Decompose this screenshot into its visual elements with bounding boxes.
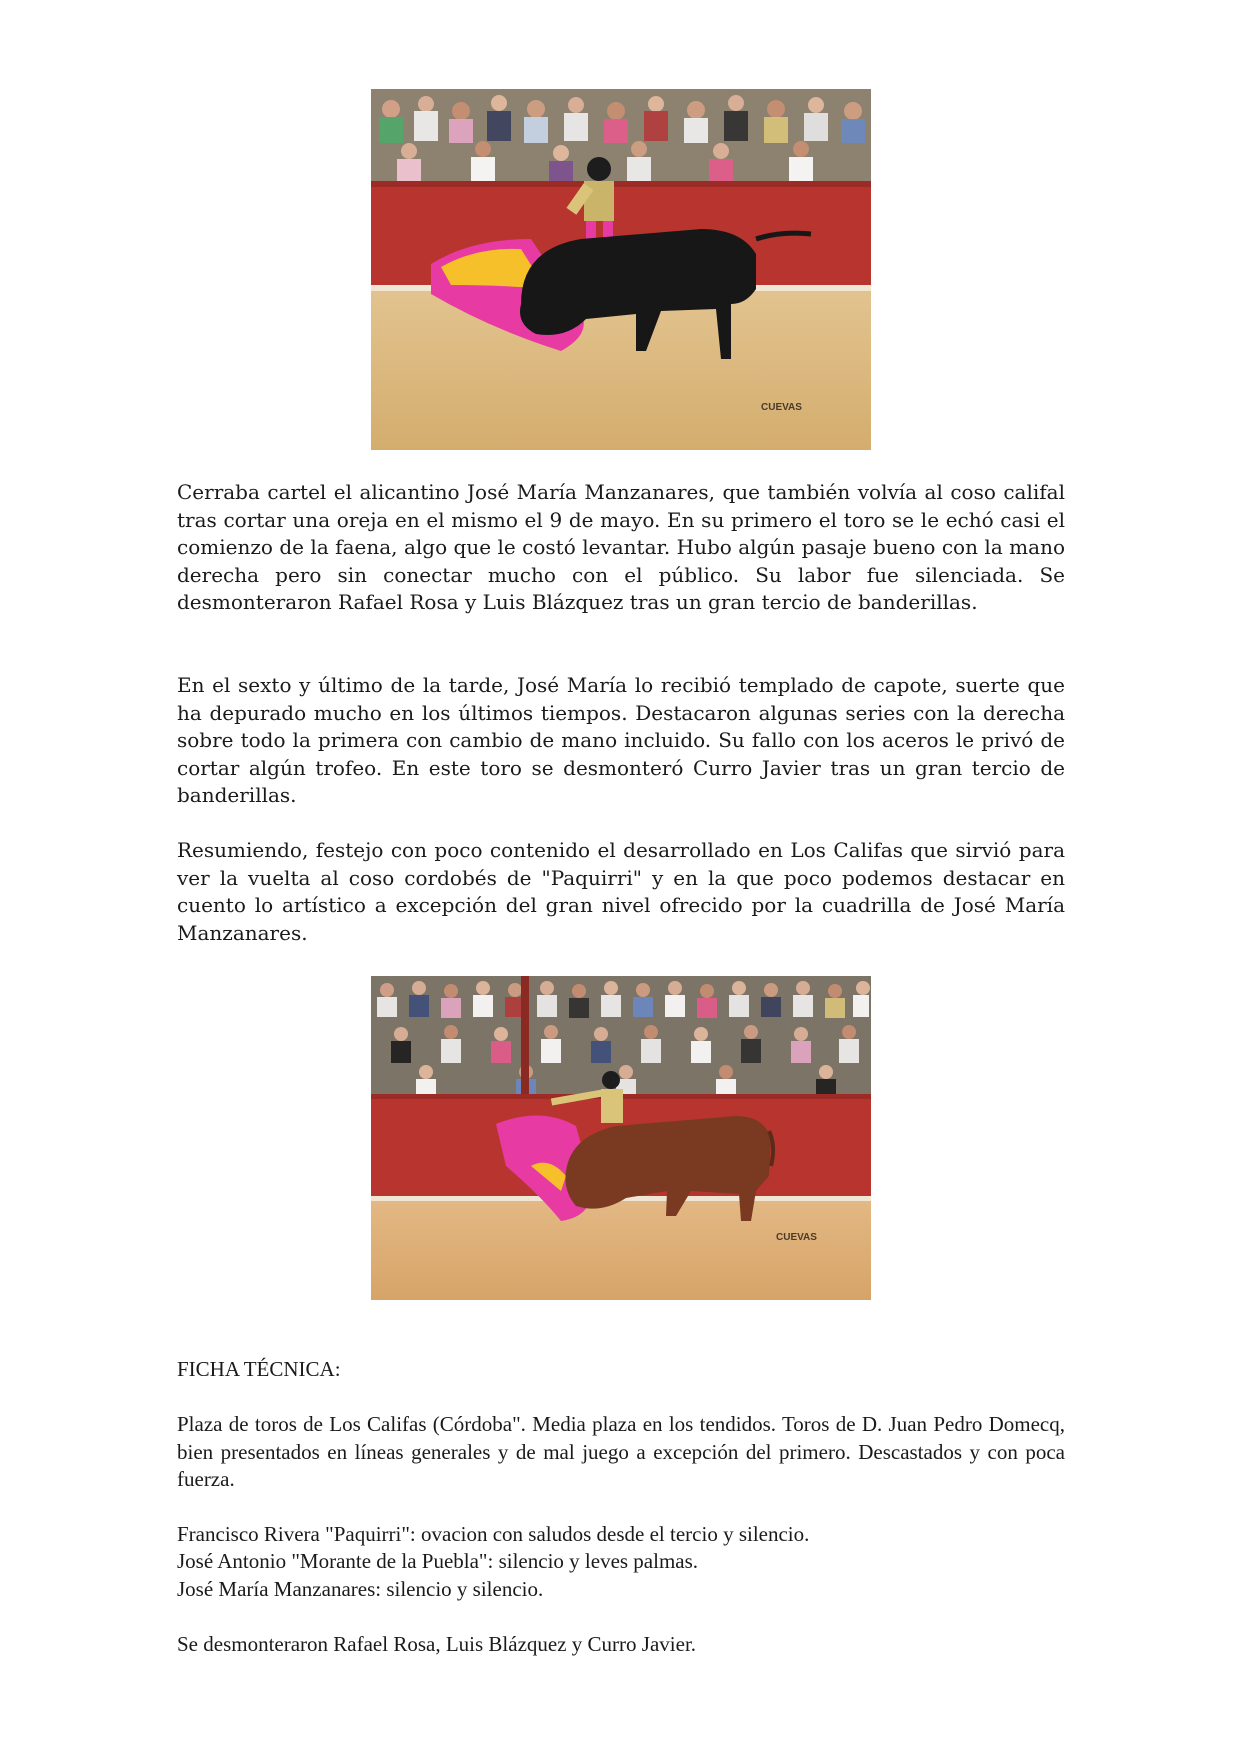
result-morante: José Antonio "Morante de la Puebla": silencio y leves palmas. [177,1549,699,1573]
paragraph-sixth-bull: En el sexto y último de la tarde, José María lo recibió templado de capote, suerte que ha depurado mucho en los últimos tiempos. Destacaron algunas series con la derecha sobre todo la primera con cambio de mano incluido. Su fallo con los aceros le privó de cortar algún trofeo. En este toro se desmonteró Curro Javier tras un gran tercio de banderillas. [177,673,1065,808]
result-manzanares: José María Manzanares: silencio y silencio. [177,1577,544,1601]
bullfight-photo-black-bull [371,89,871,450]
ficha-tecnica-description: Plaza de toros de Los Califas (Córdoba". Media plaza en los tendidos. Toros de D. Juan Pedro Domecq, bien presentados en líneas generales y de mal juego a excepción del primero. Descastados y con poca fuerza. [177,1412,1065,1492]
photo-credit: CUEVAS [776,1232,817,1243]
result-paquirri: Francisco Rivera "Paquirri": ovacion con saludos desde el tercio y silencio. [177,1522,810,1546]
paragraph-manzanares-first-bull: Cerraba cartel el alicantino José María Manzanares, que también volvía al coso califal tras cortar una oreja en el mismo el 9 de mayo. En su primero el toro se le echó casi el comienzo de la faena, algo que le costó levantar. Hubo algún pasaje bueno con la mano derecha pero sin conectar mucho con el público. Su labor fue silenciada. Se desmonteraron Rafael Rosa y Luis Blázquez tras un gran tercio de banderillas. [177,480,1065,615]
paragraph-summary: Resumiendo, festejo con poco contenido el desarrollado en Los Califas que sirvió para ver la vuelta al coso cordobés de "Paquirri" y en la que poco podemos destacar en cuento lo artístico a excepción del gran nivel ofrecido por la cuadrilla de José María Manzanares. [177,838,1065,945]
photo-brown-bull-illustration [371,976,871,1300]
ficha-tecnica-heading: FICHA TÉCNICA: [177,1357,341,1381]
photo-credit: CUEVAS [761,402,802,413]
photo-black-bull-illustration [371,89,871,450]
bullfight-photo-brown-bull [371,976,871,1300]
closing-line: Se desmonteraron Rafael Rosa, Luis Blázquez y Curro Javier. [177,1632,697,1656]
